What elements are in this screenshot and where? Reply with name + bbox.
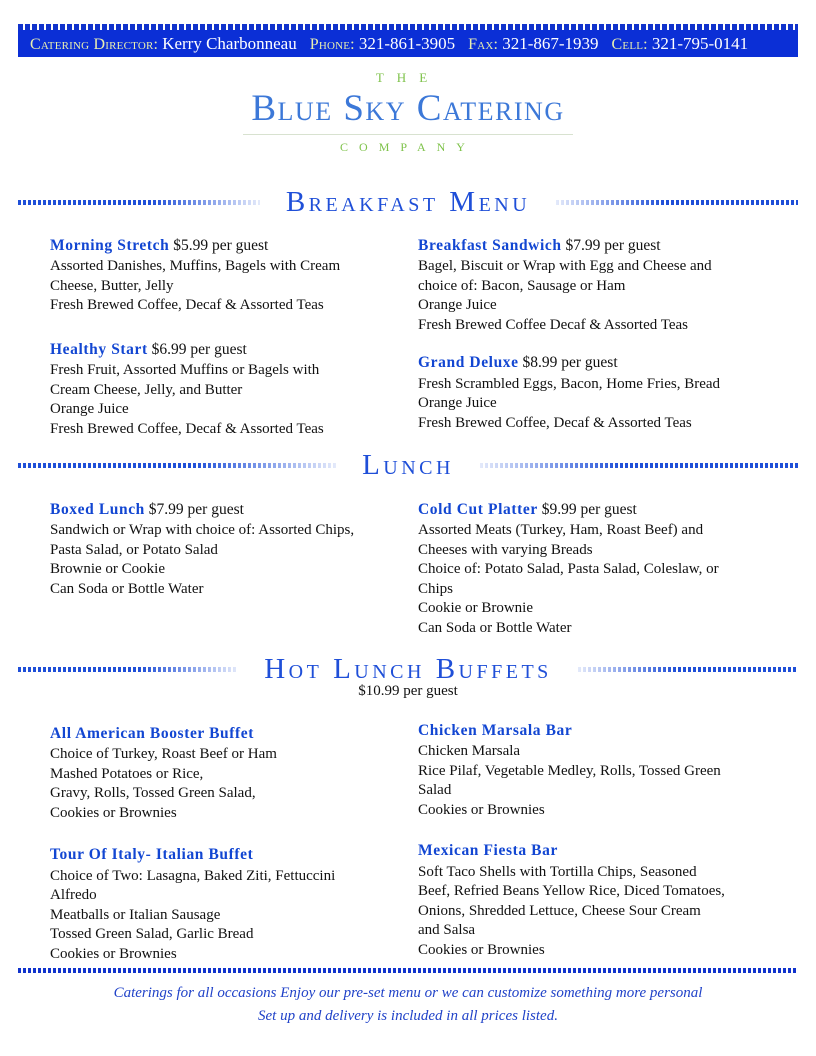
menu-item-line: Fresh Fruit, Assorted Muffins or Bagels with (50, 362, 320, 379)
menu-item-heading (50, 236, 395, 256)
menu-item-description (418, 521, 773, 638)
menu-item-line: Cream Cheese, Jelly, and Butter (50, 381, 243, 398)
menu-item (418, 721, 773, 820)
section-rule-right (480, 463, 798, 468)
menu-item-heading (50, 724, 395, 744)
menu-item-price: $7.99 per guest (565, 237, 661, 254)
menu-item-line: Sandwich or Wrap with choice of: Assorted Chips, (50, 522, 355, 539)
menu-item-name: Boxed Lunch (50, 501, 145, 518)
company-logo (0, 70, 816, 155)
menu-item-line: Tossed Green Salad, Garlic Bread (50, 926, 254, 943)
menu-item-line: Brownie or Cookie (50, 561, 165, 578)
menu-item-description (50, 361, 395, 439)
menu-item-name: Breakfast Sandwich (418, 237, 562, 254)
menu-item (50, 500, 395, 599)
menu-item-line: Soft Taco Shells with Tortilla Chips, Seasoned (418, 863, 697, 880)
menu-item (50, 236, 395, 316)
menu-item-line: Chicken Marsala (418, 743, 521, 760)
breakfast-left-column (50, 236, 395, 439)
menu-item-line: and Salsa (418, 922, 476, 939)
menu-item-line: choice of: Bacon, Sausage or Ham (418, 277, 626, 294)
section-title-breakfast: Breakfast Menu (285, 186, 531, 218)
section-rule-left (18, 463, 336, 468)
logo-company-word: COMPANY (340, 139, 476, 154)
menu-item-price: $7.99 per guest (148, 501, 244, 518)
catering-director-block (30, 36, 297, 53)
menu-item-line: Rice Pilaf, Vegetable Medley, Rolls, Tossed Green (418, 762, 721, 779)
contact-bar (18, 30, 798, 57)
breakfast-right-column (418, 236, 773, 433)
menu-item (418, 841, 773, 960)
fax-value: 321-867-1939 (502, 34, 599, 53)
menu-item-line: Gravy, Rolls, Tossed Green Salad, (50, 785, 256, 802)
menu-item-heading (418, 353, 773, 373)
section-title-hot-lunch-buffets: Hot Lunch Buffets (264, 653, 552, 685)
phone-label: Phone: (309, 36, 355, 53)
menu-item-heading (50, 340, 395, 360)
menu-item-description (50, 867, 395, 965)
menu-item-line: Fresh Brewed Coffee, Decaf & Assorted Teas (50, 297, 324, 314)
catering-director-label: Catering Director: (30, 36, 159, 53)
menu-item-description (50, 521, 395, 599)
menu-item-price: $9.99 per guest (541, 501, 637, 518)
menu-item-name: Tour Of Italy- Italian Buffet (50, 846, 254, 864)
menu-item-line: Orange Juice (418, 395, 497, 412)
hot-lunch-price-subtitle: $10.99 per guest (358, 683, 458, 699)
section-rule-right (578, 667, 798, 672)
logo-divider (243, 134, 573, 135)
logo-company-name: Blue Sky Catering (251, 88, 565, 129)
menu-item (50, 845, 395, 964)
menu-item-line: Cookies or Brownies (418, 941, 545, 958)
menu-item-line: Mashed Potatoes or Rice, (50, 765, 204, 782)
menu-item (418, 500, 773, 638)
menu-item-name: Healthy Start (50, 340, 148, 358)
menu-item-heading (50, 500, 395, 520)
menu-item-line: Can Soda or Bottle Water (50, 580, 204, 597)
section-rule-left (18, 200, 260, 205)
menu-item-line: Orange Juice (50, 401, 129, 418)
menu-item-line: Fresh Brewed Coffee Decaf & Assorted Teas (418, 316, 688, 333)
footer-line-2: Set up and delivery is included in all prices listed. (258, 1008, 558, 1025)
menu-item-line: Cookies or Brownies (50, 945, 177, 962)
menu-item-line: Onions, Shredded Lettuce, Cheese Sour Cream (418, 902, 701, 919)
menu-item-name: Cold Cut Platter (418, 501, 538, 518)
menu-item-price: $8.99 per guest (522, 354, 618, 372)
section-header-hot-lunch-buffets (18, 655, 798, 684)
menu-item-heading (50, 845, 395, 865)
menu-item-line: Choice of Two: Lasagna, Baked Ziti, Fettuccini (50, 867, 336, 884)
menu-item-line: Fresh Brewed Coffee, Decaf & Assorted Teas (50, 420, 324, 437)
menu-item-line: Choice of Turkey, Roast Beef or Ham (50, 746, 277, 763)
section-header-breakfast (18, 188, 798, 217)
menu-item-name: Morning Stretch (50, 237, 170, 254)
menu-item-name: All American Booster Buffet (50, 725, 255, 742)
menu-item-line: Orange Juice (418, 297, 497, 314)
menu-item-line: Bagel, Biscuit or Wrap with Egg and Cheese and (418, 258, 712, 275)
fax-label: Fax: (468, 36, 499, 53)
fax-block (468, 36, 598, 53)
menu-item-price: $5.99 per guest (173, 237, 269, 254)
menu-item-line: Fresh Scrambled Eggs, Bacon, Home Fries, Bread (418, 375, 721, 392)
footer-line-1: Caterings for all occasions Enjoy our pre-set menu or we can customize something more personal (113, 985, 703, 1001)
section-rule-right (556, 200, 798, 205)
phone-value: 321-861-3905 (358, 34, 456, 53)
menu-item-name: Chicken Marsala Bar (418, 722, 573, 739)
menu-item-line: Cheeses with varying Breads (418, 541, 593, 558)
logo-the-text: THE (375, 70, 441, 85)
menu-item-line: Beef, Refried Beans Yellow Rice, Diced Tomatoes, (418, 883, 725, 900)
menu-item-name: Mexican Fiesta Bar (418, 842, 558, 860)
menu-item-line: Assorted Danishes, Muffins, Bagels with Cream (50, 258, 341, 275)
menu-item-heading (418, 721, 773, 741)
menu-item-line: Alfredo (50, 887, 97, 904)
lunch-left-column (50, 500, 395, 599)
menu-item-line: Assorted Meats (Turkey, Ham, Roast Beef) and (418, 522, 704, 539)
menu-item-line: Chips (418, 580, 454, 597)
menu-item-name: Grand Deluxe (418, 354, 519, 372)
menu-item-description (50, 745, 395, 823)
buffet-right-column (418, 721, 773, 960)
cell-value: 321-795-0141 (651, 34, 749, 53)
section-rule-left (18, 667, 238, 672)
menu-item (418, 353, 773, 433)
menu-item-line: Cookie or Brownie (418, 600, 533, 617)
menu-item-line: Can Soda or Bottle Water (418, 619, 572, 636)
lunch-right-column (418, 500, 773, 638)
menu-item-description (418, 863, 773, 961)
menu-item-line: Cookies or Brownies (418, 801, 545, 818)
section-title-lunch: Lunch (362, 449, 454, 481)
menu-item-heading (418, 500, 773, 520)
menu-item-heading (418, 236, 773, 256)
section-header-lunch (18, 451, 798, 480)
footer-text (18, 973, 798, 1029)
menu-item-heading (418, 841, 773, 861)
menu-item (418, 236, 773, 335)
menu-item-line: Salad (418, 782, 452, 799)
menu-item-description (418, 375, 773, 434)
menu-item-line: Fresh Brewed Coffee, Decaf & Assorted Teas (418, 414, 692, 431)
menu-item-line: Pasta Salad, or Potato Salad (50, 541, 218, 558)
phone-block (310, 36, 455, 53)
menu-item-line: Cheese, Butter, Jelly (50, 277, 174, 294)
menu-item (50, 724, 395, 823)
menu-item-description (418, 742, 773, 820)
menu-item-line: Meatballs or Italian Sausage (50, 906, 221, 923)
menu-item (50, 340, 395, 439)
menu-item-line: Cookies or Brownies (50, 804, 177, 821)
menu-item-description (50, 257, 395, 316)
cell-block (612, 36, 749, 53)
menu-item-description (418, 257, 773, 335)
contact-header (18, 24, 798, 57)
page-footer (18, 968, 798, 1029)
menu-item-price: $6.99 per guest (151, 340, 247, 358)
catering-director-name: Kerry Charbonneau (162, 34, 297, 53)
cell-label: Cell: (611, 36, 648, 53)
buffet-left-column (50, 724, 395, 964)
menu-item-line: Choice of: Potato Salad, Pasta Salad, Coleslaw, or (418, 561, 719, 578)
